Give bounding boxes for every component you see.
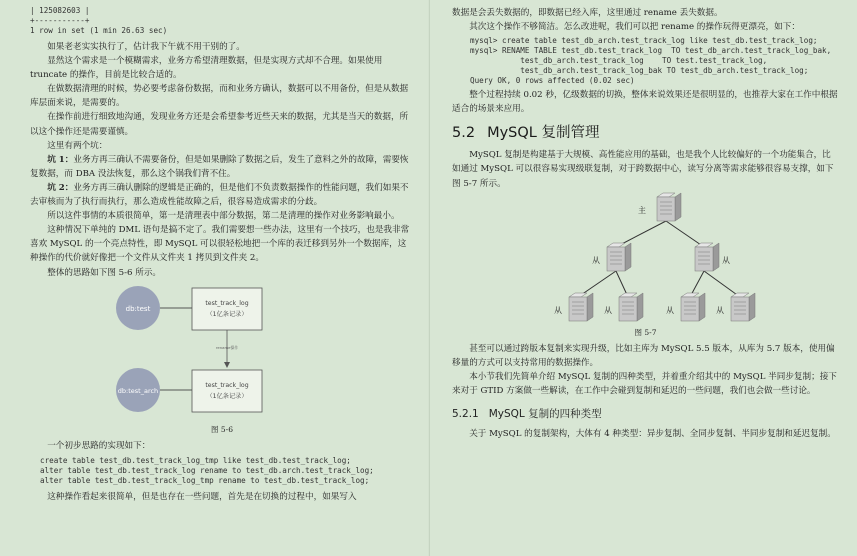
figure-5-7 (452, 191, 839, 338)
slave-server-icon (619, 297, 637, 321)
table-box-sub: （1亿条记录） (206, 310, 248, 318)
code-line: test_db_arch.test_track_log_bak TO test_db_arch.test_track_log; (470, 66, 809, 76)
pit-1-text: 业务方再三确认不需要备份，但是如果删除了数据之后，发生了意料之外的故障，需要恢复数据，而 DBA 没法恢复，那么这个锅我们背不住。 (30, 154, 409, 179)
master-server-icon (657, 197, 675, 221)
rename-label: rename操作 (215, 344, 239, 350)
figure-caption: 图 5-6 (211, 424, 233, 434)
replication-link (704, 271, 740, 297)
slave-server-icon (607, 247, 625, 271)
slave-server-icon (681, 297, 699, 321)
code-line: mysql> RENAME TABLE test_db.test_track_log TO test_db_arch.test_track_log_bak, (470, 46, 832, 56)
code-block-bottom (40, 456, 414, 486)
paragraph: 这里有两个坑： (47, 140, 108, 151)
pit-1-label: 坑 1： (47, 154, 74, 165)
slave-server-icon-top (681, 293, 699, 297)
right-page (429, 0, 857, 556)
paragraph: 关于 MySQL 的复制架构，大体有 4 种类型：异步复制、全同步复制、半同步复制和延迟复制。 (469, 429, 836, 440)
paragraph: 一个初步思路的实现如下： (47, 440, 151, 451)
section-number: 5.2 (452, 125, 476, 142)
pit-2-label: 坑 2： (47, 182, 74, 193)
section-title: MySQL 复制管理 (487, 125, 600, 142)
subsection-title: MySQL 复制的四种类型 (488, 408, 602, 421)
code-line: alter table test_db.test_track_log rename to test_db.arch.test_track_log; (40, 465, 374, 475)
paragraph: 在做数据清理的时候，势必要考虑备份数据，而和业务方确认，数据可以不用备份，但是从数据库层面来说，是需要的。 (30, 84, 409, 109)
figure-5-6 (30, 284, 414, 435)
slave-label: 从 (722, 255, 730, 265)
code-line: | 125082603 | (30, 6, 90, 15)
slave-label: 从 (716, 305, 724, 315)
db-test-arch-label: db:test_arch (117, 386, 159, 395)
paragraph: 其次这个操作不够简洁。怎么改进呢，我们可以把 rename 的操作玩得更漂亮，如下： (469, 22, 800, 33)
pit-2-text: 业务方再三确认删除的逻辑是正确的，但是他们不负责数据操作的性能问题，我们如果不去审核而为了执行而执行，那么造成性能故障之后，很容易造成需求的分歧。 (30, 182, 409, 208)
slave-label: 从 (604, 305, 612, 315)
paragraph: 这种操作看起来很简单，但是也存在一些问题，首先是在切换的过程中，如果写入 (47, 491, 357, 502)
paragraph: 甚至可以通过跨版本复制来实现升级，比如主库为 MySQL 5.5 版本，从库为 5.7 版本，使用偏移量的方式可以支持常用的数据操作。 (452, 343, 835, 368)
table-box-sub: （1亿条记录） (206, 392, 248, 400)
slave-server-icon-side (587, 293, 593, 321)
slave-server-icon-side (749, 293, 755, 321)
slave-server-icon-top (731, 293, 749, 297)
code-line: test_db_arch.test_track_log TO test.test_track_log, (470, 56, 768, 66)
table-box-title: test_track_log (205, 381, 249, 389)
paragraph: 本小节我们先简单介绍 MySQL 复制的四种类型，并着重介绍其中的 MySQL 半同步复制；接下来对于 GTID 方案做一些解读，在工作中会碰到复制和延迟的一些问题，我们也会做一些讨论。 (452, 371, 837, 396)
arrow-head (224, 362, 230, 368)
slave-server-icon (731, 297, 749, 321)
code-line: Query OK, 0 rows affected (0.02 sec) (470, 76, 635, 86)
code-block (470, 36, 839, 86)
table-box-source (192, 288, 262, 330)
paragraph: 整体的思路如下图 5-6 所示。 (47, 267, 162, 278)
table-box-target (192, 370, 262, 412)
paragraph: 如果老老实实执行了，估计我下午就不用干别的了。 (47, 42, 245, 52)
paragraph: 在操作前进行细致地沟通，发现业务方还是会希望参考近些天来的数据，尤其是当天的数据，所以这个操作还是需要谨慎。 (30, 112, 409, 137)
slave-server-icon-side (637, 293, 643, 321)
left-page (0, 0, 428, 556)
paragraph: 数据是会丢失数据的，即数据已经入库，这里通过 rename 丢失数据。 (452, 8, 723, 18)
slave-server-icon-top (569, 293, 587, 297)
paragraph: 整个过程持续 0.02 秒，亿级数据的切换，整体来说效果还是很明显的，也推荐大家在工作中根据适合的场景来应用。 (452, 90, 838, 115)
replication-diagram (452, 191, 840, 325)
section-heading (452, 121, 839, 142)
master-server-icon-top (657, 193, 675, 197)
paragraph: 这种情况下单纯的 DML 语句是搞不定了。我们需要想一些办法，这里有一个技巧，也是我非常喜欢 MySQL 的一个亮点特性，即 MySQL 可以很轻松地把一个库的表迁移到另外一个数据库，这种操作的代价就好像把一个文件从文件夹 1 拷贝到文件夹 2。 (30, 225, 410, 264)
slave-label: 从 (592, 255, 600, 265)
slave-server-icon-top (607, 243, 625, 247)
subsection-number: 5.2.1 (452, 408, 479, 421)
code-line: mysql> create table test_db_arch.test_track_log like test_db.test_track_log; (470, 36, 818, 46)
code-block-top (30, 6, 414, 36)
code-line: create table test_db.test_track_log_tmp like test_db.test_track_log; (40, 455, 351, 465)
slave-label: 从 (554, 305, 562, 315)
code-line: alter table test_db.test_track_log_tmp rename to test_db.test_track_log; (40, 475, 370, 485)
rename-diagram (30, 284, 414, 418)
code-line: +-----------+ (30, 16, 90, 25)
replication-link (666, 221, 704, 247)
db-test-label: db:test (125, 304, 151, 313)
slave-server-icon-top (695, 243, 713, 247)
slave-server-icon-side (699, 293, 705, 321)
figure-caption: 图 5-7 (634, 327, 657, 337)
paragraph-pit-1 (30, 153, 414, 181)
code-line: 1 row in set (1 min 26.63 sec) (30, 26, 168, 35)
slave-label: 从 (666, 305, 674, 315)
slave-server-icon (695, 247, 713, 271)
master-label: 主 (638, 205, 646, 215)
slave-server-icon-side (625, 243, 631, 271)
table-box-title: test_track_log (205, 299, 249, 307)
paragraph: MySQL 复制是构建基于大规模、高性能应用的基础，也是我个人比较偏好的一个功能集合，比如通过 MySQL 可以很容易实现级联复制，对于跨数据中心，读写分离等需求能够很容易支撑，如下图 5-7 所示。 (452, 150, 834, 189)
paragraph: 所以这件事情的本质很简单，第一是清理表中部分数据，第二是清理的操作对业务影响最小。 (47, 211, 400, 222)
slave-server-icon (569, 297, 587, 321)
paragraph: 显然这个需求是一个模糊需求，业务方希望清理数据，但是实现方式却不合理。如果使用 truncate 的操作，目前是比较合适的。 (30, 56, 383, 81)
slave-server-icon-side (713, 243, 719, 271)
master-server-icon-side (675, 193, 681, 221)
subsection-heading (452, 406, 839, 421)
slave-server-icon-top (619, 293, 637, 297)
paragraph-pit-2 (30, 181, 414, 209)
